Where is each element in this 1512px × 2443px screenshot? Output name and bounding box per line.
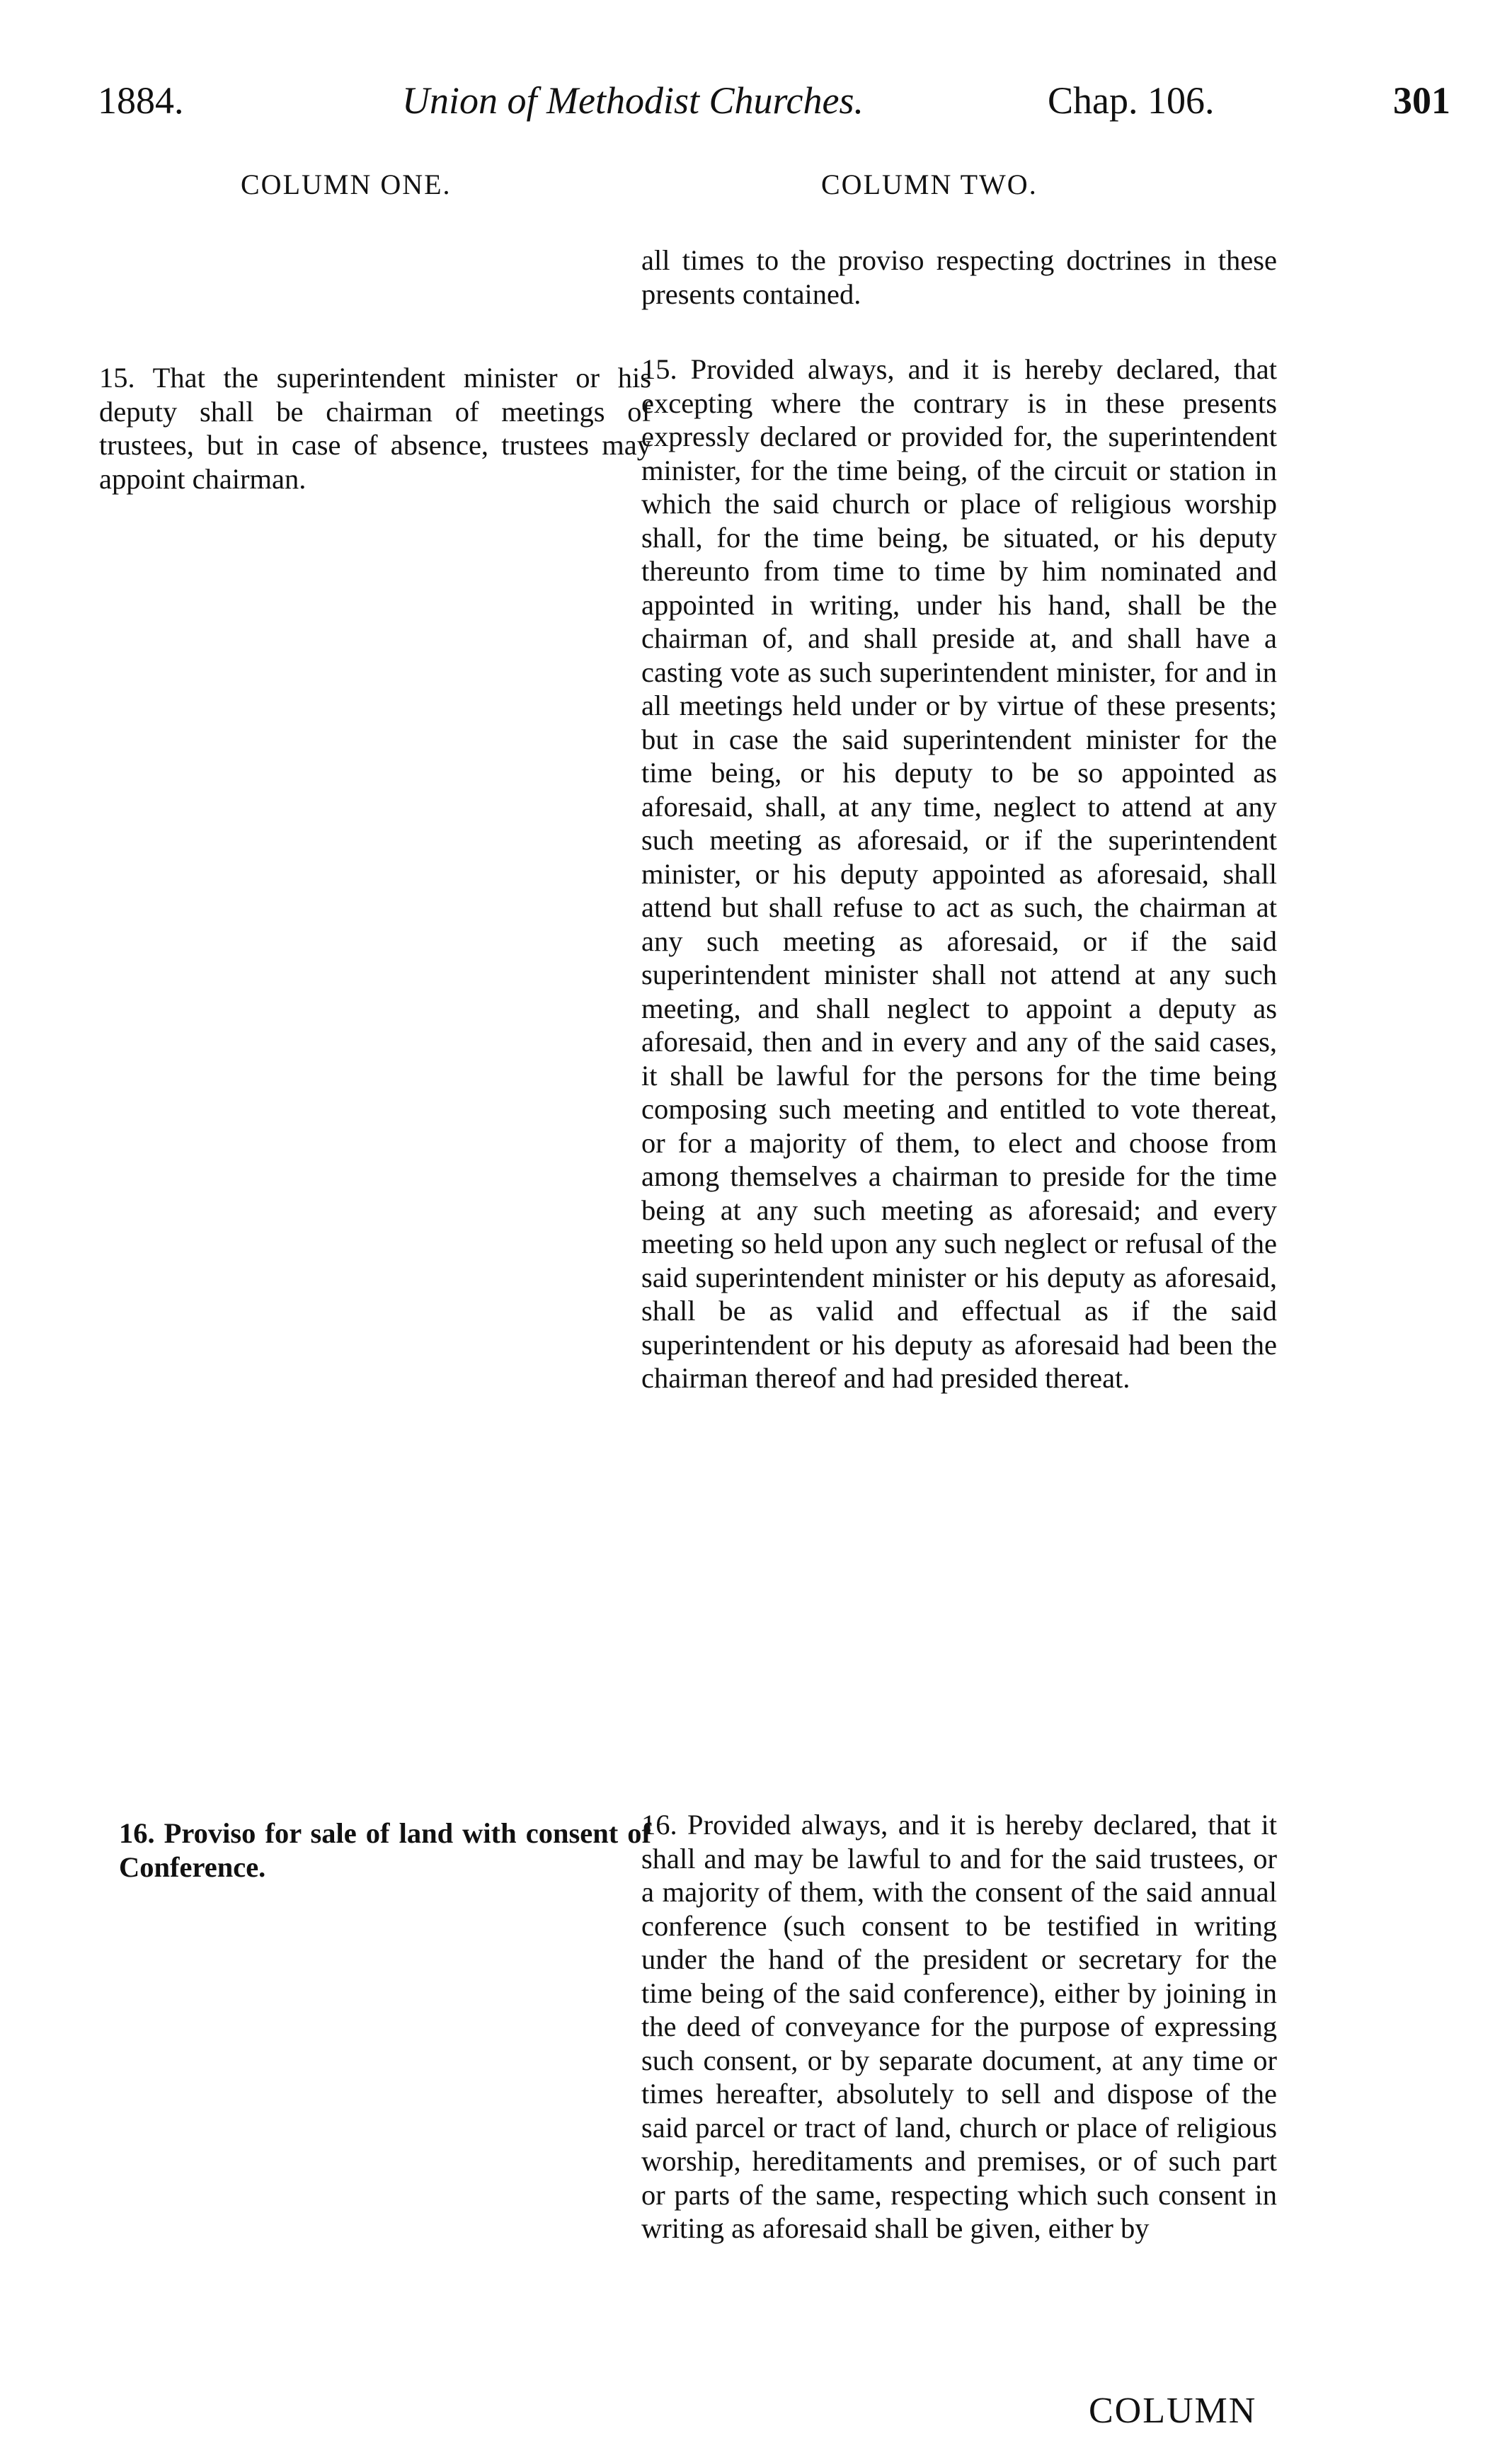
section-16-column-one: 16. Proviso for sale of land with consent of Conference. — [119, 1817, 651, 1883]
section-15-column-one: 15. That the superintendent minister or his deputy shall be chairman of meetings of trustees, but in case of absence, trustees may appoint chairman. — [99, 362, 651, 495]
page-number: 301 — [1393, 79, 1450, 122]
catchword: COLUMN — [1089, 2391, 1257, 2431]
header-chapter: Chap. 106. — [1048, 79, 1215, 122]
header-running-title: Union of Methodist Churches. — [402, 79, 864, 122]
header-year: 1884. — [98, 79, 184, 122]
section-16-column-two: 16. Provided always, and it is hereby declared, that it shall and may be lawful to and for the said trustees, or a majority of them, with the consent of the said annual conference (such consent to be testified in writing under the hand of the president or secretary for the time being of the said conference), either by joining in the deed of conveyance for the purpose of expressing such consent, or by separate document, at any time or times hereafter, absolutely to sell and dispose of the said parcel or tract of land, church or place of religious worship, hereditaments and premises, or of such part or parts of the same, respecting which such consent in writing as aforesaid shall be given, either by — [641, 1809, 1277, 2244]
column-two-continuation: all times to the proviso respecting doctrines in these presents contained. — [641, 244, 1277, 310]
section-15-column-two: 15. Provided always, and it is hereby declared, that excepting where the contrary is in these presents expressly declared or provided for, the superintendent minister, for the time being, of the circuit or station in which the said church or place of religious worship shall, for the time being, be situated, or his deputy thereunto from time to time by him nominated and appointed in writing, under his hand, shall be the chairman of, and shall preside at, and shall have a casting vote as such superintendent minister, for and in all meetings held under or by virtue of these presents; but in case the said superintendent minister for the time being, or his deputy to be so appointed as aforesaid, shall, at any time, neglect to attend at any such meeting as aforesaid, or if the superintendent minister, or his deputy appointed as aforesaid, shall attend but shall refuse to act as such, the chairman at any such meeting as aforesaid, or if the said superintendent minister shall not attend at any such meeting, and shall neglect to appoint a deputy as aforesaid, then and in every and any of the said cases, it shall be lawful for the persons for the time being composing such meeting and entitled to vote thereat, or for a majority of them, to elect and choose from among themselves a chairman to preside for the time being at any such meeting as aforesaid; and every meeting so held upon any such neglect or refusal of the said superintendent minister or his deputy as aforesaid, shall be as valid and effectual as if the said superintendent or his deputy as aforesaid had been the chairman thereof and had presided thereat. — [641, 353, 1277, 1394]
column-two-heading: COLUMN TWO. — [821, 168, 1038, 200]
column-one-heading: COLUMN ONE. — [241, 168, 452, 200]
